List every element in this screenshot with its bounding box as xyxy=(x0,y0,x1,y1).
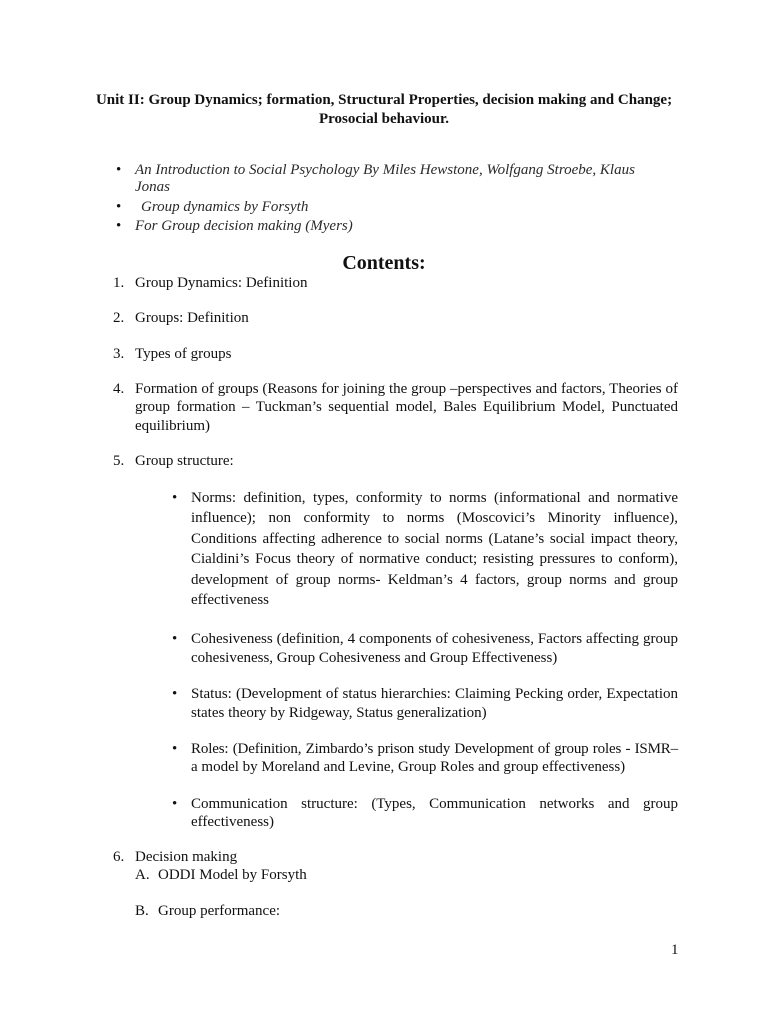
contents-item-number: 4. xyxy=(113,381,125,397)
subitem-text: states theory by Ridgeway, Status generalization) xyxy=(191,705,487,721)
reference-line: Group dynamics by Forsyth xyxy=(141,199,309,215)
subitem-text: development of group norms- Keldman’s 4 factors, group norms and group xyxy=(191,572,678,588)
subitem-bullet: • xyxy=(172,796,178,812)
reference-line: Jonas xyxy=(135,179,170,195)
subitem-text: ODDI Model by Forsyth xyxy=(158,867,307,883)
subitem-text: Cohesiveness (definition, 4 components of cohesiveness, Factors affecting group xyxy=(191,631,678,647)
reference-bullet: • xyxy=(116,199,122,215)
reference-bullet: • xyxy=(116,218,122,234)
subitem-text: cohesiveness, Group Cohesiveness and Group Effectiveness) xyxy=(191,650,558,666)
contents-item-text: group formation – Tuckman’s sequential model, Bales Equilibrium Model, Punctuated xyxy=(135,399,678,415)
contents-item-number: 2. xyxy=(113,310,125,326)
subitem-bullet: • xyxy=(172,631,178,647)
subitem-text: Communication structure: (Types, Communication networks and group xyxy=(191,796,678,812)
subitem-text: Conditions affecting adherence to social norms (Latane’s social impact theory, xyxy=(191,531,678,547)
document-title-line: Unit II: Group Dynamics; formation, Structural Properties, decision making and Change; xyxy=(95,92,673,108)
reference-line: For Group decision making (Myers) xyxy=(135,218,353,234)
subitem-text: Cialdini’s Focus theory of normative conduct; resisting pressures to conform), xyxy=(191,551,678,567)
contents-item-text: equilibrium) xyxy=(135,418,210,434)
contents-item-text: Decision making xyxy=(135,849,238,865)
subitem-bullet: • xyxy=(172,741,178,757)
reference-line: An Introduction to Social Psychology By Miles Hewstone, Wolfgang Stroebe, Klaus xyxy=(135,162,635,178)
contents-item-number: 1. xyxy=(113,275,125,291)
contents-item-text: Types of groups xyxy=(135,346,232,362)
page-number: 1 xyxy=(671,942,679,958)
subitem-text: a model by Moreland and Levine, Group Roles and group effectiveness) xyxy=(191,759,626,775)
subitem-marker: A. xyxy=(135,867,150,883)
subitem-text: Roles: (Definition, Zimbardo’s prison study Development of group roles - ISMR– xyxy=(191,741,678,757)
subitem-text: Norms: definition, types, conformity to norms (informational and normative xyxy=(191,490,678,506)
contents-item-text: Formation of groups (Reasons for joining the group –perspectives and factors, Theories of xyxy=(135,381,678,397)
contents-item-text: Group structure: xyxy=(135,453,234,469)
subitem-text: Status: (Development of status hierarchies: Claiming Pecking order, Expectation xyxy=(191,686,678,702)
contents-item-text: Group Dynamics: Definition xyxy=(135,275,308,291)
subitem-text: Group performance: xyxy=(158,903,281,919)
contents-item-number: 6. xyxy=(113,849,125,865)
contents-heading: Contents: xyxy=(342,252,426,274)
subitem-text: effectiveness) xyxy=(191,814,275,830)
subitem-marker: B. xyxy=(135,903,149,919)
subitem-text: influence); non conformity to norms (Moscovici’s Minority influence), xyxy=(191,510,678,526)
contents-item-text: Groups: Definition xyxy=(135,310,249,326)
subitem-bullet: • xyxy=(172,490,178,506)
contents-item-number: 5. xyxy=(113,453,125,469)
reference-bullet: • xyxy=(116,162,122,178)
document-title-line: Prosocial behaviour. xyxy=(318,111,449,127)
subitem-text: effectiveness xyxy=(191,592,270,608)
contents-item-number: 3. xyxy=(113,346,125,362)
subitem-bullet: • xyxy=(172,686,178,702)
